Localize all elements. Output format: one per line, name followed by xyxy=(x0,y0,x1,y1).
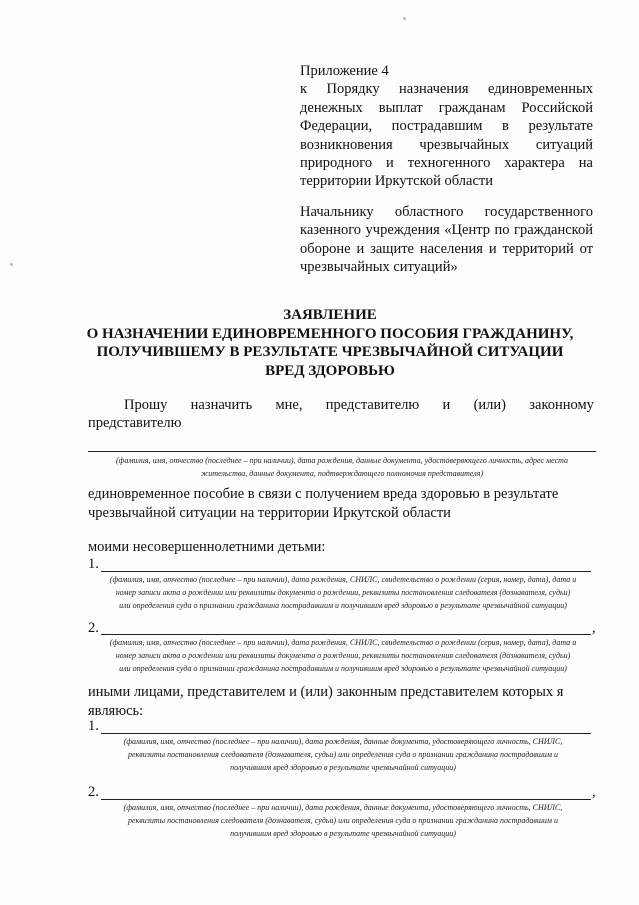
hint-line: реквизиты постановления следователя (дознавателя, судьи) или определения суда о признании гражданина пострадавшим и xyxy=(127,750,559,759)
child-1-fill-line[interactable] xyxy=(101,571,591,572)
child-item-number: 2. xyxy=(88,620,99,636)
other-1-fill-line[interactable] xyxy=(101,733,591,734)
others-heading xyxy=(88,683,598,720)
child-item-number: 1. xyxy=(88,556,99,572)
children-heading: моими несовершеннолетними детьми: xyxy=(88,539,326,555)
hint-line: номер записи акта о рождении или реквизиты документа о рождении, реквизиты постановления следователя (дознавателя, судьи) xyxy=(115,651,571,660)
request-word: и xyxy=(442,397,451,413)
request-word: назначить xyxy=(190,397,253,413)
hint-line: (фамилия, имя, отчество (последнее – при наличии), дата рождения, данные документа, удостоверяющего личность, СНИЛС, xyxy=(123,737,563,746)
request-first-line xyxy=(88,396,594,414)
addressee-block: Начальнику областного государственного казенного учреждения «Центр по гражданской обороне и защите населения и территорий от чрезвычайных ситуаций» xyxy=(300,204,593,276)
hint-line: реквизиты постановления следователя (дознавателя, судьи) или определения суда о признании гражданина пострадавшим и xyxy=(127,816,559,825)
request-word: представителю xyxy=(325,397,420,413)
request-word: Прошу xyxy=(124,397,168,413)
hint-line: номер записи акта о рождении или реквизиты документа о рождении, реквизиты постановления следователя (дознавателя, судьи) xyxy=(115,588,571,597)
child-1-hint xyxy=(84,573,602,612)
allowance-text xyxy=(88,485,598,522)
hint-line: получившим вред здоровью в результате чрезвычайной ситуации) xyxy=(230,829,456,838)
hint-line: (фамилия, имя, отчество (последнее – при наличии), дата рождения, данные документа, удостоверяющего личность, адрес места xyxy=(115,456,568,465)
hint-line: (фамилия, имя, отчество (последнее – при наличии), дата рождения, СНИЛС, свидетельство о рождении (серия, номер, дата), дата и xyxy=(109,575,577,584)
request-text xyxy=(88,396,594,432)
title-line: О НАЗНАЧЕНИИ ЕДИНОВРЕМЕННОГО ПОСОБИЯ ГРАЖДАНИНУ, xyxy=(86,325,574,342)
title-line: ПОЛУЧИВШЕМУ В РЕЗУЛЬТАТЕ ЧРЕЗВЫЧАЙНОЙ СИТУАЦИИ xyxy=(96,344,564,360)
scan-speck xyxy=(403,17,406,20)
others-heading-line: являюсь: xyxy=(88,702,144,719)
request-word: (или) xyxy=(473,397,506,413)
other-item-comma: , xyxy=(592,784,596,800)
others-heading-line: иными лицами, представителем и (или) законным представителем которых я xyxy=(88,684,564,700)
other-item-number: 2. xyxy=(88,784,99,800)
document-title xyxy=(60,306,600,380)
child-2-fill-line[interactable] xyxy=(101,634,591,635)
title-line: ВРЕД ЗДОРОВЬЮ xyxy=(265,362,395,379)
request-word: мне, xyxy=(275,397,303,413)
hint-line: или определения суда о признании гражданина пострадавшим и получившим вред здоровью в результате чрезвычайной ситуации) xyxy=(119,601,567,610)
other-1-hint xyxy=(84,735,602,774)
title-line: ЗАЯВЛЕНИЕ xyxy=(283,307,377,323)
other-2-hint xyxy=(84,801,602,840)
child-2-hint xyxy=(84,636,602,675)
hint-line: или определения суда о признании гражданина пострадавшим и получившим вред здоровью в результате чрезвычайной ситуации) xyxy=(119,664,567,673)
allowance-line: единовременное пособие в связи с получением вреда здоровью в результате xyxy=(88,486,559,502)
appendix-label: Приложение 4 xyxy=(300,63,389,79)
allowance-line: чрезвычайной ситуации на территории Иркутской области xyxy=(88,504,451,521)
hint-line: получившим вред здоровью в результате чрезвычайной ситуации) xyxy=(230,763,456,772)
appendix-block xyxy=(300,62,593,191)
request-second-line: представителю xyxy=(88,415,182,431)
hint-line: жительства, данные документа, подтверждающего полномочия представителя) xyxy=(200,469,484,478)
other-2-fill-line[interactable] xyxy=(101,799,591,800)
applicant-hint xyxy=(82,454,602,480)
scan-speck xyxy=(10,263,13,266)
other-item-number: 1. xyxy=(88,718,99,734)
applicant-fill-line[interactable] xyxy=(88,451,596,452)
child-item-comma: , xyxy=(592,620,596,636)
appendix-text: к Порядку назначения единовременных денежных выплат гражданам Российской Федерации, пострадавшим в результате возникновения чрезвычайных ситуаций природного и техногенного характера на территории Иркутской области xyxy=(300,81,593,190)
request-word: законному xyxy=(529,397,594,413)
hint-line: (фамилия, имя, отчество (последнее – при наличии), дата рождения, СНИЛС, свидетельство о рождении (серия, номер, дата), дата и xyxy=(109,638,577,647)
hint-line: (фамилия, имя, отчество (последнее – при наличии), дата рождения, данные документа, удостоверяющего личность, СНИЛС, xyxy=(123,803,563,812)
